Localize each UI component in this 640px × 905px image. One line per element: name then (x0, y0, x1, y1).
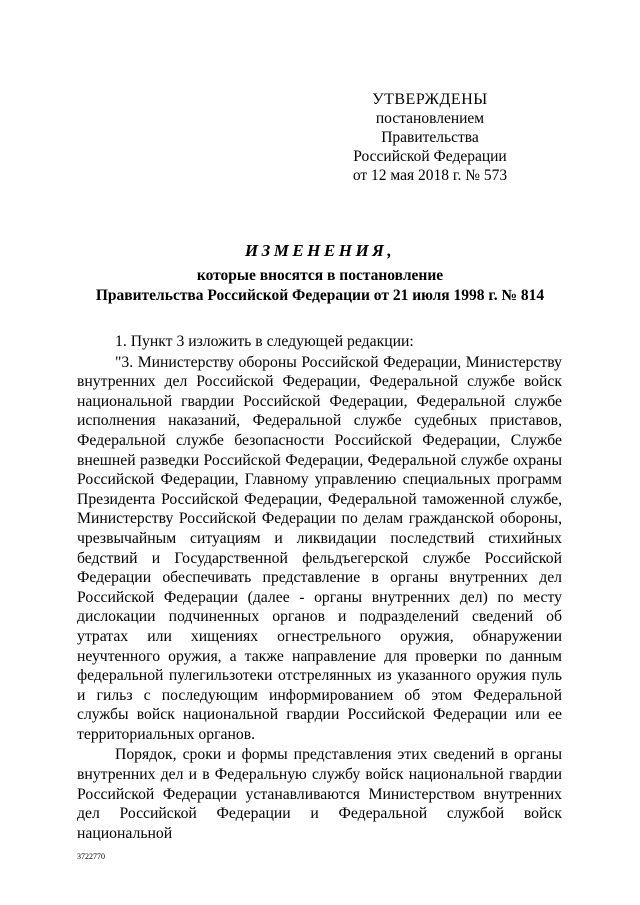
heading-subtitle-line-2: Правительства Российской Федерации от 21 июля 1998 г. № 814 (95, 287, 545, 304)
document-body (77, 332, 562, 843)
item-1-paragraph: 1. Пункт 3 изложить в следующей редакции: (115, 333, 414, 350)
heading-subtitle-line-1: которые вносятся в постановление (196, 267, 444, 284)
approval-line-2: Российской Федерации (353, 148, 507, 165)
heading-title: ИЗМЕНЕНИЯ, (244, 241, 396, 260)
approval-title: УТВЕРЖДЕНЫ (372, 91, 488, 108)
document-heading (60, 240, 580, 306)
quoted-paragraph-1: "3. Министерству обороны Российской Федерации, Министерству внутренних дел Российской Федерации, Федеральной службе войск национальной гвардии Российской Федерации, Федеральной службе исполнения наказаний, Федеральной службе судебных приставов, Федеральной службе безопасности Российской Федерации, Службе внешней разведки Российской Федерации, Федеральной службе охраны Российской Федерации, Главному управлению специальных программ Президента Российской Федерации, Федеральной таможенной службе, Министерству Российской Федерации по делам гражданской обороны, чрезвычайным ситуациям и ликвидации последствий стихийных бедствий и Государственной фельдъегерской службе Российской Федерации обеспечивать представление в органы внутренних дел Российской Федерации (далее - органы внутренних дел) по месту дислокации подчиненных органов и подразделений сведений об утратах или хищениях огнестрельного оружия, обнаружении неучтенного оружия, а также направление для проверки по данным федеральной пулегильзотеки отстрелянных из указанного оружия пуль и гильз с последующим информированием об этом Федеральной службы войск национальной гвардии Российской Федерации или ее территориальных органов. (77, 353, 562, 743)
document-number: 3722770 (77, 852, 105, 861)
approval-line-1: постановлением Правительства (375, 110, 485, 146)
quoted-paragraph-2: Порядок, сроки и формы представления этих сведений в органы внутренних дел и в Федеральную службу войск национальной гвардии Российской Федерации устанавливаются Министерством внутренних дел Российской Федерации и Федеральной службой войск национальной (77, 746, 562, 842)
approval-block (330, 90, 530, 185)
approval-line-3: от 12 мая 2018 г. № 573 (352, 167, 508, 184)
